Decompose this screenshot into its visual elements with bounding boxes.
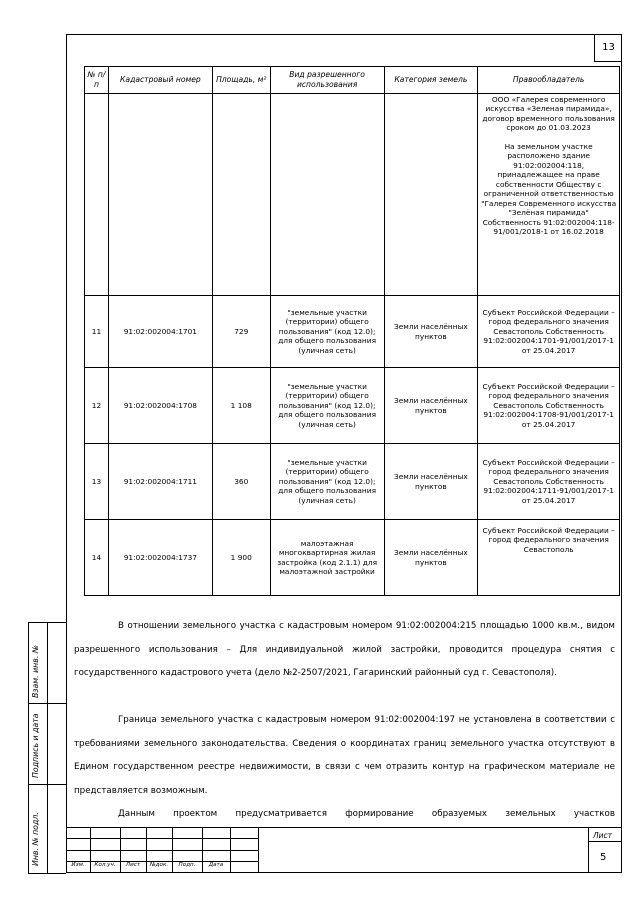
body-paragraph (74, 709, 615, 803)
cell-cadastral: 91:02:002004:1708 (108, 368, 212, 444)
cell-owner: Субъект Российской Федерации – город федерального значения Севастополь Собственность 91:02:002004:1701-91/001/2017-1 от 25.04.2017 (478, 296, 620, 368)
header-use: Вид разрешенного использования (270, 67, 384, 94)
side-label-original-inv: Инв. № подл. (31, 812, 40, 866)
table-row (85, 520, 620, 596)
cell-category: Земли населённых пунктов (384, 520, 478, 596)
owner-text: На земельном участке расположено здание 91:02:002004:118, принадлежащее на праве собственности Обществу с ограниченной ответственностью "Галерея Современного искусства "Зелёная пирамида" Собственность 91:02:002004:118-91/001/2018-1 от 16.02.2018 (481, 141, 617, 237)
cell-category: Земли населённых пунктов (384, 368, 478, 444)
body-paragraph (74, 803, 615, 827)
cell-num: 14 (85, 520, 109, 596)
cell-area: 1 108 (212, 368, 270, 444)
table-row-continuation (85, 94, 620, 296)
cell-owner: Субъект Российской Федерации – город федерального значения Севастополь Собственность 91:02:002004:1711-91/001/2017-1 от 25.04.2017 (478, 444, 620, 520)
paragraph-1: В отношении земельного участка с кадастровым номером 91:02:002004:215 площадью 1000 кв.м., видом разрешенного использования – Для индивидуальной жилой застройки, проводится процедура снятия с государственного кадастрового учета (дело №2-2507/2021, Гагаринский районный суд г. Севастополя). (74, 621, 615, 678)
cell-use: "земельные участки (территории) общего пользования" (код 12.0); для общего пользования (уличная сеть) (270, 368, 384, 444)
side-label-replace-inv: Взам. инв. № (31, 645, 40, 698)
cell-num: 11 (85, 296, 109, 368)
cell-num: 13 (85, 444, 109, 520)
cell-cadastral: 91:02:002004:1737 (108, 520, 212, 596)
cell-owner: Субъект Российской Федерации – город федерального значения Севастополь (478, 520, 620, 596)
owner-text: ООО «Галерея современного искусства «Зеленая пирамида», договор временного пользования сроком до 01.03.2023 (482, 95, 615, 133)
cell-use: "земельные участки (территории) общего пользования" (код 12.0); для общего пользования (уличная сеть) (270, 444, 384, 520)
cell-num: 12 (85, 368, 109, 444)
header-cadastral: Кадастровый номер (108, 67, 212, 94)
cell-cadastral: 91:02:002004:1701 (108, 296, 212, 368)
side-label-signature-date: Подпись и дата (31, 713, 40, 778)
caption-podp: Подп. (178, 862, 196, 868)
table-row (85, 368, 620, 444)
header-category: Категория земель (384, 67, 478, 94)
cell-category: Земли населённых пунктов (384, 296, 478, 368)
cell-cadastral: 91:02:002004:1711 (108, 444, 212, 520)
cell-area: 360 (212, 444, 270, 520)
owner-cell (478, 94, 620, 296)
paragraph-2: Граница земельного участка с кадастровым номером 91:02:002004:197 не установлена в соответствии с требованиями земельного законодательства. Сведения о координатах границ земельного участка отсутствуют в Едином государственном реестре недвижимости, в связи с чем отразить контур на графическом материале не представляется возможным. (74, 715, 615, 796)
title-block (66, 827, 622, 873)
cell-use: "земельные участки (территории) общего пользования" (код 12.0); для общего пользования (уличная сеть) (270, 296, 384, 368)
header-num: № п/п (85, 67, 109, 94)
cell-category: Земли населённых пунктов (384, 444, 478, 520)
header-owner: Правообладатель (478, 67, 620, 94)
cell-area: 729 (212, 296, 270, 368)
cell-use: малоэтажная многоквартирная жилая застройка (код 2.1.1) для малоэтажной застройки (270, 520, 384, 596)
table-row (85, 444, 620, 520)
land-plots-table (84, 66, 620, 596)
sheet-number: 5 (600, 852, 607, 863)
cell-area: 1 900 (212, 520, 270, 596)
top-page-number: 13 (594, 34, 622, 62)
header-area: Площадь, м² (212, 67, 270, 94)
cell-owner: Субъект Российской Федерации – город федерального значения Севастополь Собственность 91:02:002004:1708-91/001/2017-1 от 25.04.2017 (478, 368, 620, 444)
caption-data: Дата (208, 862, 224, 868)
body-paragraph (74, 615, 615, 686)
caption-izm: Изм. (71, 862, 85, 868)
caption-list: Лист (125, 862, 141, 868)
side-stamp (28, 622, 66, 873)
table-row (85, 296, 620, 368)
sheet-label: Лист (593, 831, 613, 840)
paragraph-3: Данным проектом предусматривается формирование образуемых земельных участков (118, 809, 615, 819)
table-header-row (85, 67, 620, 94)
caption-kol-uch: Кол.уч. (94, 862, 116, 868)
caption-ndok: №док. (149, 862, 169, 868)
